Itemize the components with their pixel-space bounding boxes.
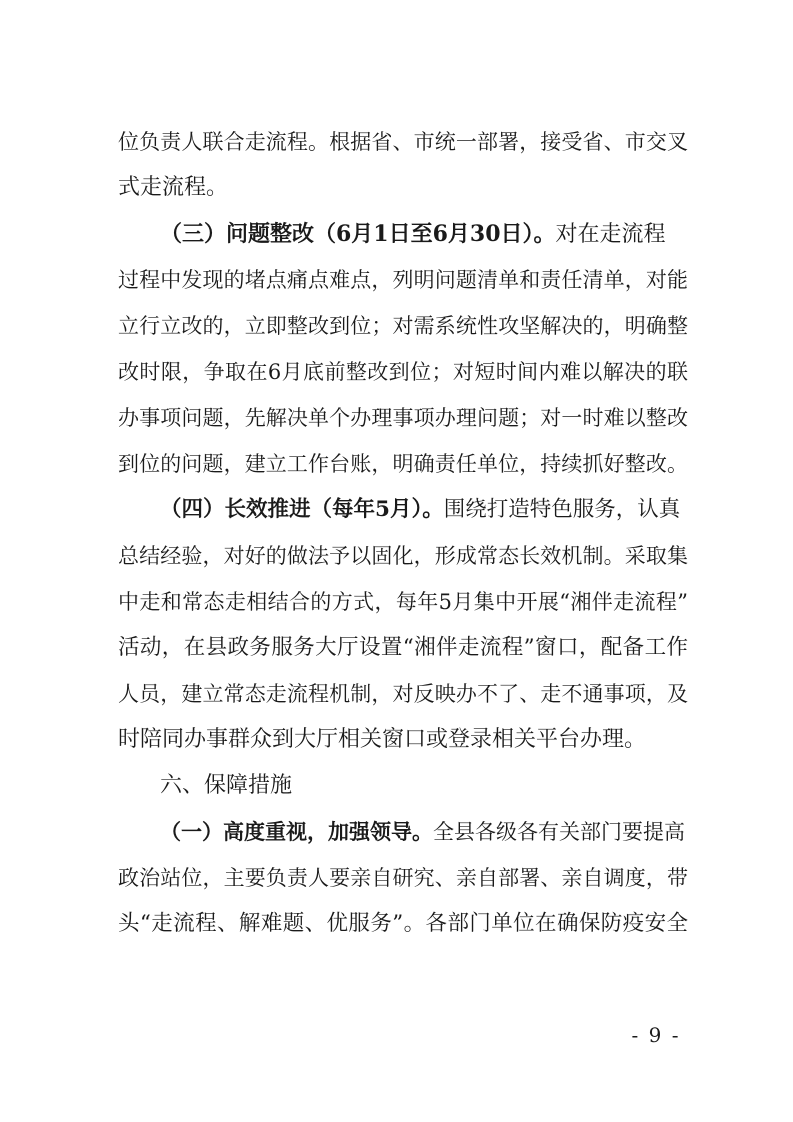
paragraph-lead-text: 围绕打造特色服务，认真 bbox=[443, 497, 681, 522]
body-text-line: 改时限，争取在6月底前整改到位；对短时间内难以解决的联 bbox=[118, 360, 688, 384]
paragraph-first-line bbox=[160, 490, 688, 530]
paragraph-first-line bbox=[160, 812, 688, 852]
paragraph-heading: （三）问题整改（6月1日至6月30日）。 bbox=[160, 221, 556, 247]
body-text-line: 时陪同办事群众到大厅相关窗口或登录相关平台办理。 bbox=[118, 727, 647, 752]
body-text-line: 头“走流程、解难题、优服务”。各部门单位在确保防疫安全 bbox=[118, 911, 688, 936]
body-text-line: 到位的问题，建立工作台账，明确责任单位，持续抓好整改。 bbox=[118, 452, 688, 476]
body-text-line: 活动，在县政务服务大厅设置“湘伴走流程”窗口，配备工作 bbox=[118, 635, 688, 660]
paragraph-lead-text: 对在走流程 bbox=[555, 222, 666, 247]
body-text-line: 政治站位，主要负责人要亲自研究、亲自部署、亲自调度，带 bbox=[118, 866, 688, 890]
paragraph-first-line bbox=[160, 214, 688, 254]
paragraph-lead-text: 全县各级各有关部门要提高 bbox=[433, 820, 685, 844]
body-text-line: 总结经验，对好的做法予以固化，形成常态长效机制。采取集 bbox=[118, 544, 688, 568]
body-text-line: 办事项问题，先解决单个办理事项办理问题；对一时难以整改 bbox=[118, 406, 688, 430]
paragraph-heading: （一）高度重视，加强领导。 bbox=[160, 819, 433, 844]
paragraph-heading: （四）长效推进（每年5月）。 bbox=[160, 497, 444, 522]
body-text-line: 式走流程。 bbox=[118, 175, 229, 200]
body-text-line: 立行立改的，立即整改到位；对需系统性攻坚解决的，明确整 bbox=[118, 314, 688, 338]
body-text-line: 中走和常态走相结合的方式，每年5月集中开展“湘伴走流程” bbox=[118, 590, 688, 614]
body-text-line: 人员，建立常态走流程机制，对反映办不了、走不通事项，及 bbox=[118, 682, 688, 706]
section-heading: 六、保障措施 bbox=[160, 773, 293, 798]
body-text-line: 过程中发现的堵点痛点难点，列明问题清单和责任清单，对能 bbox=[118, 268, 688, 292]
page-number: - 9 - bbox=[631, 1023, 681, 1047]
body-text-line: 位负责人联合走流程。根据省、市统一部署，接受省、市交叉 bbox=[118, 130, 688, 154]
